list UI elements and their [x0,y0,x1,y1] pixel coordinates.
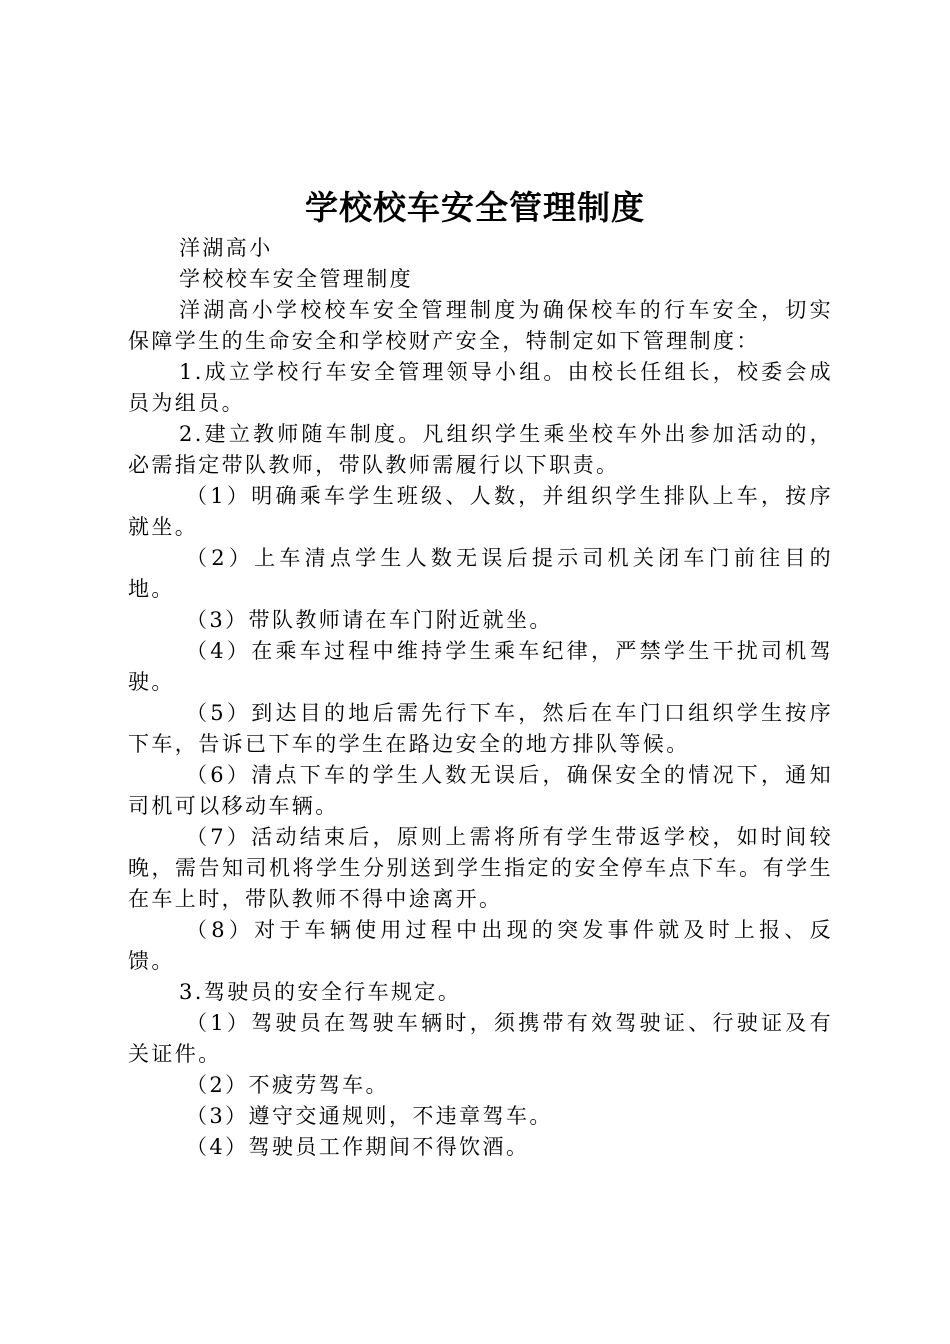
paragraph-rule-2: （2）不疲劳驾车。 [186,1073,389,1097]
paragraph-duty-1: （1）明确乘车学生班级、人数，并组织学生排队上车，按序就坐。 [128,484,833,539]
paragraph-item-3: 3.驾驶员的安全行车规定。 [179,980,462,1004]
paragraph-rule-1: （1）驾驶员在驾驶车辆时，须携带有效驾驶证、行驶证及有关证件。 [128,1011,833,1066]
paragraph-duty-5: （5）到达目的地后需先行下车，然后在车门口组织学生按序下车，告诉已下车的学生在路边安全的地方排队等候。 [128,701,833,756]
paragraph-rule-3: （3）遵守交通规则，不违章驾车。 [186,1104,553,1128]
document-title: 学校校车安全管理制度 [305,188,645,227]
paragraph-duty-3: （3）带队教师请在车门附近就坐。 [186,608,553,632]
paragraph-duty-2: （2）上车清点学生人数无误后提示司机关闭车门前往目的地。 [128,546,833,601]
paragraph-duty-7: （7）活动结束后，原则上需将所有学生带返学校，如时间较晚，需告知司机将学生分别送到学生指定的安全停车点下车。有学生在车上时，带队教师不得中途离开。 [128,825,833,911]
paragraph-subtitle: 学校校车安全管理制度 [179,267,413,291]
paragraph-school-name: 洋湖高小 [179,236,273,260]
document-body [128,233,833,1163]
paragraph-duty-4: （4）在乘车过程中维持学生乘车纪律，严禁学生干扰司机驾驶。 [128,639,833,694]
paragraph-item-2: 2.建立教师随车制度。凡组织学生乘坐校车外出参加活动的，必需指定带队教师，带队教师需履行以下职责。 [128,422,833,477]
paragraph-duty-6: （6）清点下车的学生人数无误后，确保安全的情况下，通知司机可以移动车辆。 [128,763,833,818]
paragraph-intro: 洋湖高小学校校车安全管理制度为确保校车的行车安全，切实保障学生的生命安全和学校财产安全，特制定如下管理制度： [128,298,833,353]
paragraph-item-1: 1.成立学校行车安全管理领导小组。由校长任组长，校委会成员为组员。 [128,360,833,415]
paragraph-duty-8: （8）对于车辆使用过程中出现的突发事件就及时上报、反馈。 [128,918,833,973]
paragraph-rule-4: （4）驾驶员工作期间不得饮酒。 [186,1135,530,1159]
